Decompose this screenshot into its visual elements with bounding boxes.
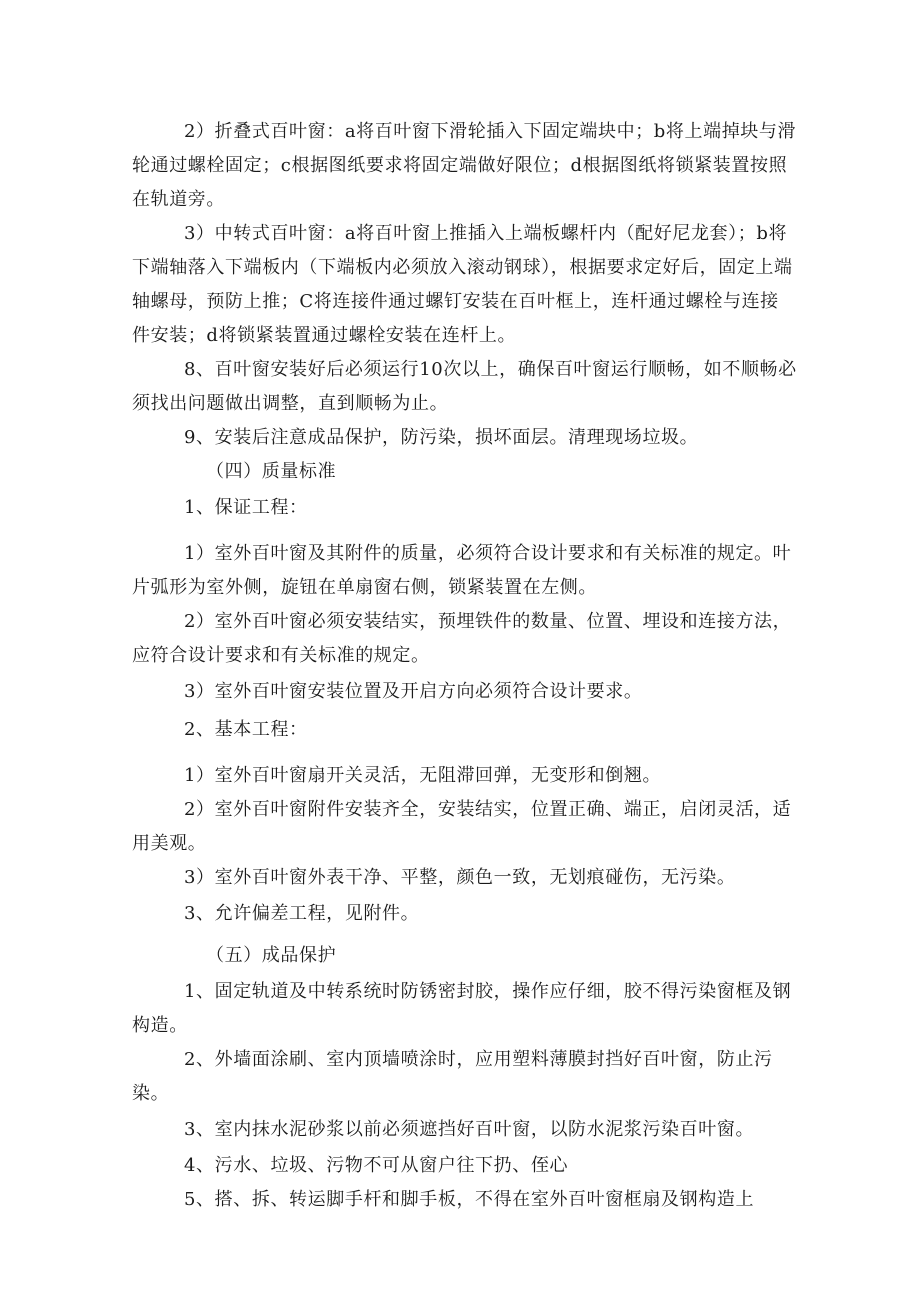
paragraph-folding-blind: 2）折叠式百叶窗：a将百叶窗下滑轮插入下固定端块中；b将上端掉块与滑轮通过螺栓固定；c根据图纸要求将固定端做好限位；d根据图纸将锁紧装置按照在轨道旁。	[132, 121, 797, 210]
paragraph-protection-4: 4、污水、垃圾、污物不可从窗户往下扔、侄心	[184, 1155, 569, 1176]
paragraph-pivot-blind: 3）中转式百叶窗：a将百叶窗上推插入上端板螺杆内（配好尼龙套）；b将下端轴落入下端板内（下端板内必须放入滚动钢球），根据要求定好后，固定上端轴螺母，预防上推；C将连接件通过螺钉安装在百叶框上，连杆通过螺栓与连接件安装；d将锁紧装置通过螺栓安装在连杆上。	[132, 223, 793, 346]
paragraph-basic-2: 2）室外百叶窗附件安装齐全，安装结实，位置正确、端正，启闭灵活，适用美观。	[132, 799, 792, 854]
paragraph-guarantee-3: 3）室外百叶窗安装位置及开启方向必须符合设计要求。	[184, 681, 643, 702]
paragraph-protection-3: 3、室内抹水泥砂浆以前必须遮挡好百叶窗，以防水泥浆污染百叶窗。	[184, 1119, 755, 1140]
paragraph-protection-5: 5、搭、拆、转运脚手杆和脚手板，不得在室外百叶窗框扇及钢构造上	[184, 1189, 755, 1210]
paragraph-item-8: 8、百叶窗安装好后必须运行10次以上，确保百叶窗运行顺畅，如不顺畅必须找出问题做出调整，直到顺畅为止。	[132, 359, 797, 414]
paragraph-basic-3: 3）室外百叶窗外表干净、平整，颜色一致，无划痕碰伤，无污染。	[184, 867, 736, 888]
paragraph-item-9: 9、安装后注意成品保护，防污染，损坏面层。清理现场垃圾。	[184, 427, 699, 448]
paragraph-tolerance: 3、允许偏差工程，见附件。	[184, 903, 420, 924]
subheading-guarantee: 1、保证工程：	[184, 497, 308, 518]
paragraph-guarantee-2: 2）室外百叶窗必须安装结实，预埋铁件的数量、位置、埋设和连接方法，应符合设计要求和有关标准的规定。	[132, 611, 792, 666]
subheading-basic: 2、基本工程：	[184, 719, 308, 740]
paragraph-protection-1: 1、固定轨道及中转系统时防锈密封胶，操作应仔细，胶不得污染窗框及钢构造。	[132, 981, 792, 1036]
paragraph-protection-2: 2、外墙面涂刷、室内顶墙喷涂时，应用塑料薄膜封挡好百叶窗，防止污染。	[132, 1049, 773, 1104]
paragraph-basic-1: 1）室外百叶窗扇开关灵活，无阻滞回弹，无变形和倒翘。	[184, 765, 662, 786]
paragraph-guarantee-1: 1）室外百叶窗及其附件的质量，必须符合设计要求和有关标准的规定。叶片弧形为室外侧，旋钮在单扇窗右侧，锁紧装置在左侧。	[132, 543, 792, 598]
section-heading-quality: （四）质量标准	[206, 461, 337, 482]
section-heading-protection: （五）成品保护	[206, 945, 337, 966]
